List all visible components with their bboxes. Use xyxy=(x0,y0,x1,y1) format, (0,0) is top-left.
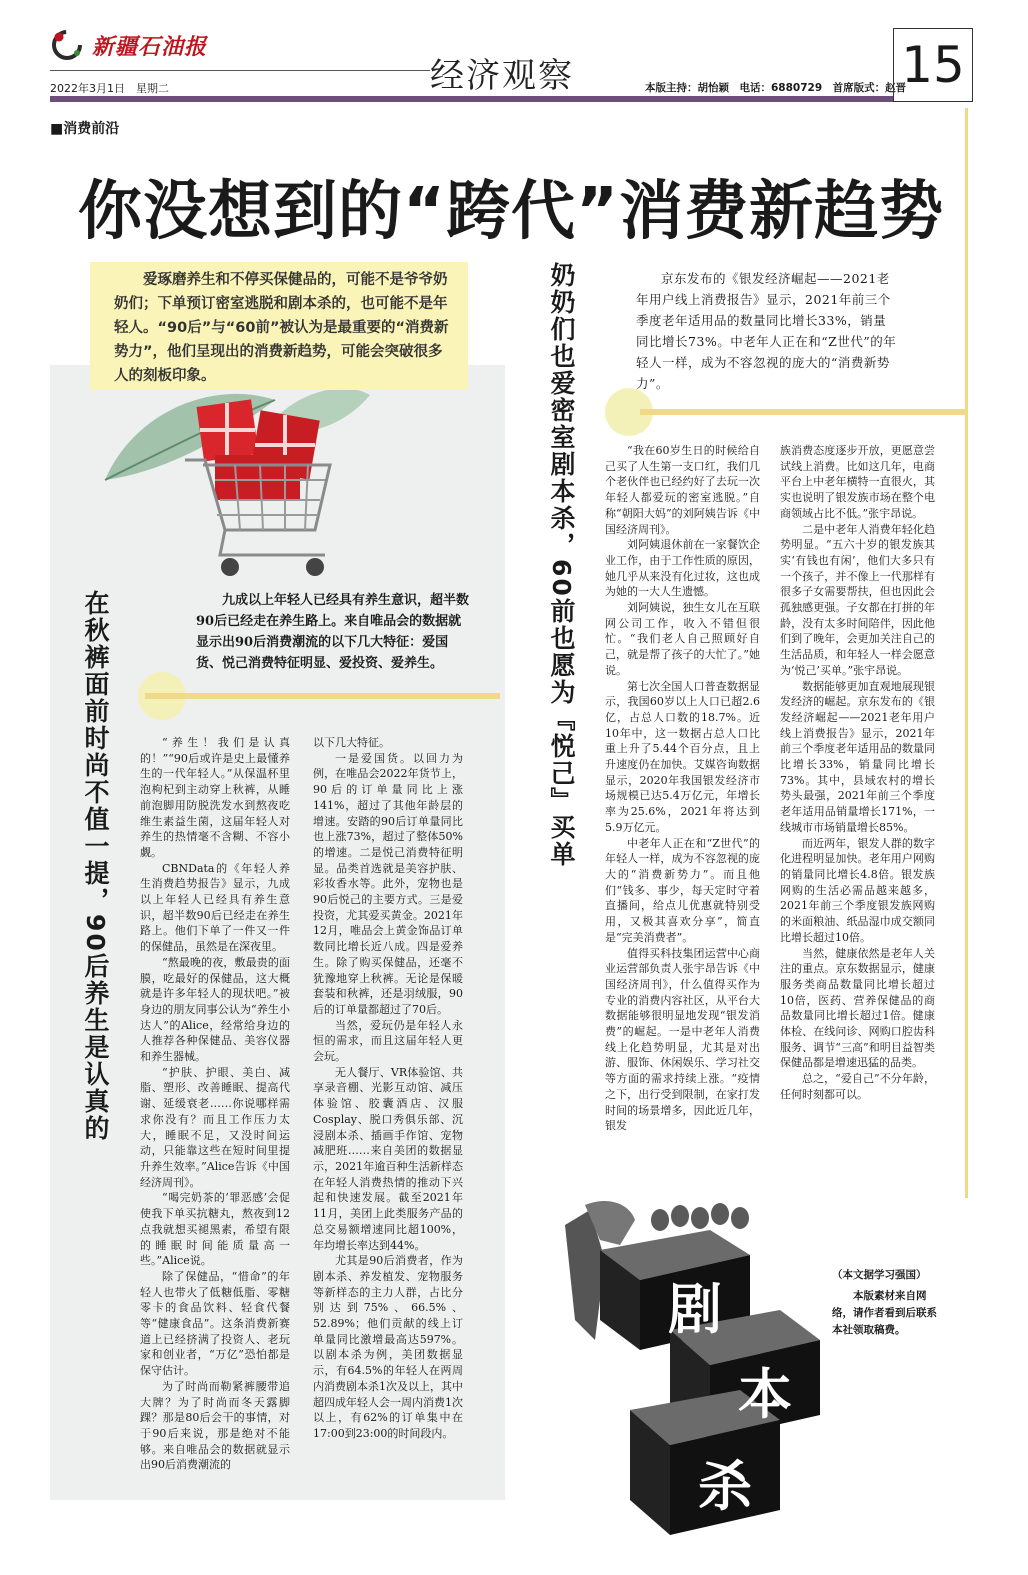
illustration-char-2: 本 xyxy=(738,1363,792,1426)
body-column-2 xyxy=(313,735,463,1442)
body-paragraph: “护肤、护眼、美白、减脂、塑形、改善睡眠、提高代谢、延缓衰老……你说哪样需求你没有？而且工作压力太大，睡眠不足，又没时间运动，只能靠这些在短时间里提升养生效率。”Alice告诉《中国经济周刊》。 xyxy=(140,1065,290,1189)
body-paragraph: 总之，“爱自己”不分年龄，任何时刻都可以。 xyxy=(780,1072,935,1101)
body-column-1 xyxy=(140,735,290,1473)
body-paragraph: 族消费态度逐步开放，更愿意尝试线上消费。比如这几年，电商平台上中老年横特一直很火，其实也说明了银发族市场在整个电商领域占比不低。”张宇昂说。 xyxy=(780,444,935,520)
body-paragraph: 第七次全国人口普查数据显示，我国60岁以上人口已超2.6亿，占总人口数的18.7%。近10年中，这一数据占总人口比重上升了5.44个百分点，且上升速度仍在加快。艾媒咨询数据显示，2020年我国银发经济市场规模已达5.4万亿元，年增长率为25.6%，2021年将达到5.9万亿元。 xyxy=(605,679,760,834)
illustration-char-3: 杀 xyxy=(698,1455,752,1518)
body-paragraph: 刘阿姨退休前在一家餐饮企业工作，由于工作性质的原因，她几乎从来没有化过妆，这也成为她的一大人生遗憾。 xyxy=(605,538,760,599)
body-paragraph: 值得买科技集团运营中心商业运营部负责人张宇昂告诉《中国经济周刊》，什么值得买作为专业的消费内容社区，从平台大数据能够很明显地发现“银发消费”的崛起。一是中老年人消费线上化趋势明显，尤其是对出游、服饰、休闲娱乐、学习社交等方面的需求持续上涨。“疫情之下，出行受到限制，在家打发时间的场景增多，因此近几年，银发 xyxy=(605,946,760,1133)
body-paragraph: 中老年人正在和“Z世代”的年轻人一样，成为不容忽视的庞大的“消费新势力”。而且他们“钱多、事少，每天定时守着直播间，给点儿优惠就特别受用，又极其喜欢分享”，简直是“完美消费者”。 xyxy=(605,836,760,944)
subhead-left: 在秋裤面前时尚不值一提，90后养生是认真的 xyxy=(81,590,110,1142)
body-paragraph: 当然，健康依然是老年人关注的重点。京东数据显示，健康服务类商品数量同比增长超过10倍，医药、营养保健品的商品数量同比增长超过1倍。健康体检、在线问诊、网购口腔齿科服务、调节“三高”和明目益智类保健品都是增速迅猛的品类。 xyxy=(780,946,935,1070)
section-title: 经济观察 xyxy=(430,56,574,96)
body-paragraph: 当然，爱玩仍是年轻人永恒的需求，而且这届年轻人更会玩。 xyxy=(313,1018,463,1064)
body-paragraph: 无人餐厅、VR体验馆、共享录音棚、光影互动馆、减压体验馆、胶囊酒店、汉服Cosplay、脱口秀俱乐部、沉浸剧本杀、插画手作馆、宠物减肥班……来自美团的数据显示，2021年逾百种生活新样态在年轻人消费热情的推动下兴起和快速发展。截至2021年11月，美团上此类服务产品的总交易额增速同比超100%，年均增长率达到44%。 xyxy=(313,1065,463,1252)
column-tag: ■消费前沿 xyxy=(50,121,120,137)
headline: 你没想到的“跨代”消费新趋势 xyxy=(78,175,945,249)
paper-name: 新疆石油报 xyxy=(92,33,208,60)
body-paragraph: 除了保健品，“惜命”的年轻人也带火了低糖低脂、零糖零卡的食品饮料、轻食代餐等“健康食品”。这条消费新赛道上已经挤满了投资人、老玩家和创业者，“万亿”恐怕都是保守估计。 xyxy=(140,1269,290,1378)
lead-right: 京东发布的《银发经济崛起——2021老年用户线上消费报告》显示，2021年前三个季度老年适用品的数量同比增长33%，销量同比增长73%。中老年人正在和“Z世代”的年轻人一样，成为不容忽视的庞大的“消费新势力”。 xyxy=(636,271,897,391)
subhead-middle: 奶奶们也爱密室剧本杀，60前也愿为『悦己』买单 xyxy=(547,262,576,868)
body-column-3 xyxy=(605,443,760,1134)
issue-date: 2022年3月1日 星期二 xyxy=(50,82,169,95)
illustration-char-1: 剧 xyxy=(668,1278,722,1341)
masthead-rule xyxy=(50,70,430,71)
body-paragraph: 为了时尚而勒紧裤腰带追大牌？为了时尚而冬天露脚踝？那是80后会干的事情，对于90后来说，那是绝对不能够。来自唯品会的数据就显示出90后消费潮流的 xyxy=(140,1379,290,1472)
body-paragraph: 数据能够更加直观地展现银发经济的崛起。京东发布的《银发经济崛起——2021老年用户线上消费报告》显示，2021年前三个季度老年适用品的数量同比增长33%，销量同比增长73%。其中，县域农村的增长势头最强，2021年前三个季度老年适用品销量增长171%，一线城市市场销量增长85%。 xyxy=(780,679,935,834)
body-paragraph: 以下几大特征。 xyxy=(313,736,390,749)
body-column-4 xyxy=(780,443,935,1103)
decor-bar xyxy=(145,693,500,699)
section-bar xyxy=(50,96,893,102)
sub-lead-left: 九成以上年轻人已经具有养生意识，超半数90后已经走在养生路上。来自唯品会的数据就显示出90后消费潮流的以下几大特征：爱国货、悦己消费特征明显、爱投资、爱养生。 xyxy=(196,593,470,671)
body-paragraph: 二是中老年人消费年轻化趋势明显。“五六十岁的银发族其实‘有钱也有闲’，他们大多只有一个孩子，并不像上一代那样有很多子女需要帮扶，但也因此会孤独感更强。子女都在打拼的年龄，没有太多时间陪伴，因此他们到了晚年，会更加关注自己的生活品质，和年轻人一样会愿意为‘悦己’买单。”张宇昂说。 xyxy=(780,522,935,677)
body-paragraph: “我在60岁生日的时候给自己买了人生第一支口红，我们几个老伙伴也已经约好了去玩一次年轻人都爱玩的密室逃脱。”自称“朝阳大妈”的刘阿姨告诉《中国经济周刊》。 xyxy=(605,444,760,536)
masthead-logo xyxy=(50,28,207,62)
shopping-cart-icon xyxy=(175,395,340,585)
body-paragraph: 刘阿姨说，独生女儿在互联网公司工作，收入不错但很忙。“我们老人自己照顾好自己，就是帮了孩子的大忙了。”她说。 xyxy=(605,601,760,677)
body-paragraph: “养生！我们是认真的！”“90后或许是史上最懂养生的一代年轻人。”从保温杯里泡枸杞到主动穿上秋裤，从睡前泡脚用防脱洗发水到熬夜吃维生素益生菌，这届年轻人对养生的热情毫不含糊、不容小觑。 xyxy=(140,736,290,859)
body-paragraph: 尤其是90后消费者，作为剧本杀、养发植发、宠物服务等新样态的主力人群，占比分别达到75%、66.5%、52.89%；他们贡献的线上订单量同比激增最高达597%。以剧本杀为例，美团数据显示，有64.5%的年轻人在两周内消费剧本杀1次及以上，其中超四成年轻人会一周内消费1次以上，有62%的订单集中在17:00到23:00的时间段内。 xyxy=(313,1254,463,1440)
body-paragraph: 而近两年，银发人群的数字化进程明显加快。老年用户网购的销量同比增长4.8倍。银发族网购的生活必需品越来越多，2021年前三个季度银发族网购的米面粮油、纸品湿巾成交额同比增长超过10倍。 xyxy=(780,836,935,944)
source-note: （本文据学习强国） xyxy=(832,1269,927,1281)
body-paragraph: CBNData的《年轻人养生消费趋势报告》显示，九成以上年轻人已经具有养生意识，超半数90后已经走在养生路上。他们下单了一件又一件的保健品，虽然是在深夜里。 xyxy=(140,861,290,954)
editor-info: 本版主持：胡怡颖 电话：6880729 首席版式：赵晋 xyxy=(645,82,907,94)
script-murder-illustration xyxy=(560,1200,830,1540)
body-paragraph: “喝完奶茶的‘罪恶感’会促使我下单买抗糖丸，熬夜到12点我就想买褪黑素，希望有限的睡眠时间能质量高一些。”Alice说。 xyxy=(140,1191,290,1268)
body-paragraph: “熬最晚的夜，敷最贵的面膜，吃最好的保健品，这大概就是许多年轻人的现状吧。”被身边的朋友同事公认为“养生小达人”的Alice，经常给身边的人推荐各种保健品、美容仪器和养生器械。 xyxy=(140,955,290,1064)
decor-vertical-line xyxy=(965,108,968,1198)
lead-paragraph: 爱琢磨养生和不停买保健品的，可能不是爷爷奶奶们；下单预订密室逃脱和剧本杀的，也可能不是年轻人。“90后”与“60前”被认为是最重要的“消费新势力”，他们呈现出的消费新趋势，可能会突破很多人的刻板印象。 xyxy=(114,272,449,384)
page-number: 15 xyxy=(893,28,973,102)
fee-note: 本版素材来自网络，请作者看到后联系本社领取稿费。 xyxy=(832,1290,937,1336)
body-paragraph: 一是爱国货。以回力为例，在唯品会2022年货节上，90后的订单量同比上涨141%，超过了其他年龄层的增速。安踏的90后订单量同比也上涨73%，超过了整体50%的增速。二是悦己消费特征明显。品类首选就是美容护肤、彩妆香水等。此外，宠物也是90后悦己的主要方式。三是爱投资，尤其爱买黄金。2021年12月，唯品会上黄金饰品订单数同比增长近八成。四是爱养生。除了购买保健品，还毫不犹豫地穿上秋裤。无论是保暖套装和秋裤，还是羽绒服，90后的订单量都超过了70后。 xyxy=(313,751,463,1016)
credit-box xyxy=(832,1267,942,1339)
logo-icon xyxy=(50,28,84,62)
decor-bar xyxy=(640,409,965,415)
